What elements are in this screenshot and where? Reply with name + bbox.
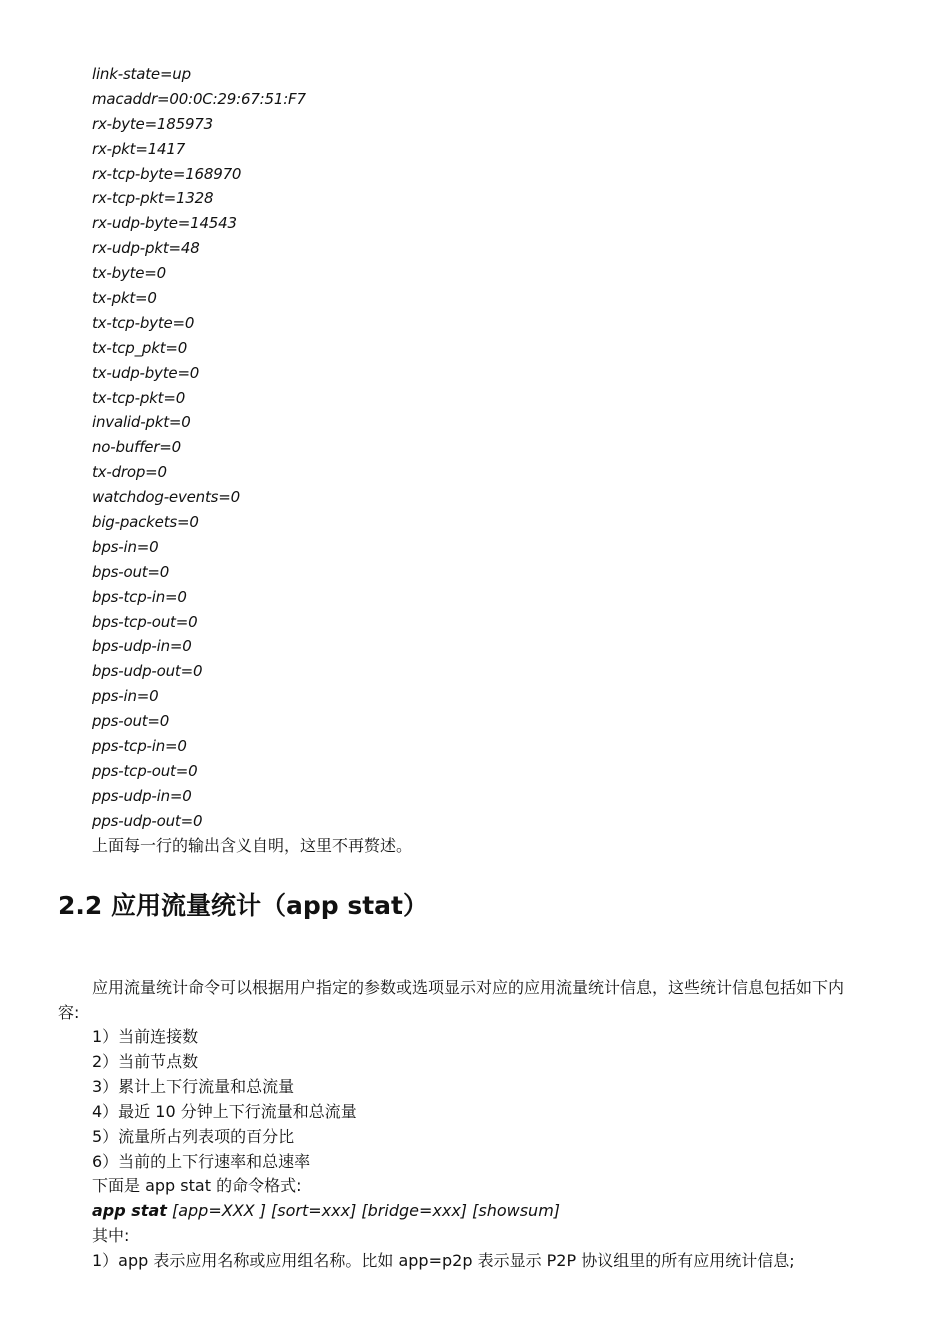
output-line-tx-tcp-pkt-underscore: tx-tcp_pkt=0 — [92, 338, 188, 357]
list-item: 4）最近 10 分钟上下行流量和总流量 — [92, 1101, 357, 1121]
output-line-tx-byte: tx-byte=0 — [92, 264, 166, 283]
output-line-watchdog-events: watchdog-events=0 — [92, 488, 240, 507]
output-line-macaddr: macaddr=00:0C:29:67:51:F7 — [92, 89, 306, 108]
output-line-bps-udp-in: bps-udp-in=0 — [92, 637, 192, 656]
output-line-rx-tcp-pkt: rx-tcp-pkt=1328 — [92, 189, 214, 208]
output-line-tx-tcp-pkt: tx-tcp-pkt=0 — [92, 388, 186, 407]
output-line-tx-pkt: tx-pkt=0 — [92, 289, 157, 308]
command-args: [app=XXX ] [sort=xxx] [bridge=xxx] [showsum] — [166, 1201, 561, 1221]
list-item: 5）流量所占列表项的百分比 — [92, 1126, 295, 1146]
output-line-bps-tcp-in: bps-tcp-in=0 — [92, 587, 187, 606]
output-line-tx-tcp-byte: tx-tcp-byte=0 — [92, 313, 195, 332]
command-name: app stat — [92, 1201, 167, 1221]
output-line-rx-udp-pkt: rx-udp-pkt=48 — [92, 239, 200, 258]
output-line-pps-udp-in: pps-udp-in=0 — [92, 786, 192, 805]
output-line-bps-in: bps-in=0 — [92, 537, 159, 556]
output-line-rx-udp-byte: rx-udp-byte=14543 — [92, 214, 237, 233]
output-line-big-packets: big-packets=0 — [92, 513, 199, 532]
intro-second-line: 容: — [58, 1003, 80, 1022]
interface-stat-output — [92, 62, 792, 834]
section-intro — [58, 975, 898, 1025]
output-line-pps-tcp-out: pps-tcp-out=0 — [92, 761, 198, 780]
output-line-bps-udp-out: bps-udp-out=0 — [92, 662, 203, 681]
output-line-pps-udp-out: pps-udp-out=0 — [92, 811, 203, 830]
stat-content-list — [92, 1025, 795, 1274]
list-item: 3）累计上下行流量和总流量 — [92, 1076, 295, 1096]
list-item: 6）当前的上下行速率和总速率 — [92, 1151, 311, 1171]
output-line-bps-tcp-out: bps-tcp-out=0 — [92, 612, 198, 631]
intro-first-line: 应用流量统计命令可以根据用户指定的参数或选项显示对应的应用流量统计信息，这些统计信息包括如下内 — [92, 978, 845, 997]
output-line-no-buffer: no-buffer=0 — [92, 438, 181, 457]
output-summary: 上面每一行的输出含义自明，这里不再赘述。 — [92, 836, 413, 855]
output-line-tx-drop: tx-drop=0 — [92, 463, 167, 482]
output-line-rx-pkt: rx-pkt=1417 — [92, 139, 186, 158]
output-line-rx-tcp-byte: rx-tcp-byte=168970 — [92, 164, 242, 183]
format-intro: 下面是 app stat 的命令格式: — [92, 1176, 302, 1196]
output-line-pps-tcp-in: pps-tcp-in=0 — [92, 737, 187, 756]
output-line-invalid-pkt: invalid-pkt=0 — [92, 413, 191, 432]
list-item: 1）当前连接数 — [92, 1027, 199, 1046]
output-line-pps-out: pps-out=0 — [92, 712, 170, 731]
output-line-tx-udp-byte: tx-udp-byte=0 — [92, 363, 200, 382]
where-label: 其中: — [92, 1226, 130, 1246]
output-line-link-state: link-state=up — [92, 65, 191, 83]
list-item: 2）当前节点数 — [92, 1051, 199, 1071]
explanation-item: 1）app 表示应用名称或应用组名称。比如 app=p2p 表示显示 P2P 协议组里的所有应用统计信息; — [92, 1251, 795, 1271]
output-line-bps-out: bps-out=0 — [92, 562, 170, 581]
command-syntax — [92, 1199, 795, 1224]
section-heading: 2.2 应用流量统计（app stat） — [58, 891, 429, 920]
output-line-rx-byte: rx-byte=185973 — [92, 114, 213, 133]
output-line-pps-in: pps-in=0 — [92, 687, 159, 706]
